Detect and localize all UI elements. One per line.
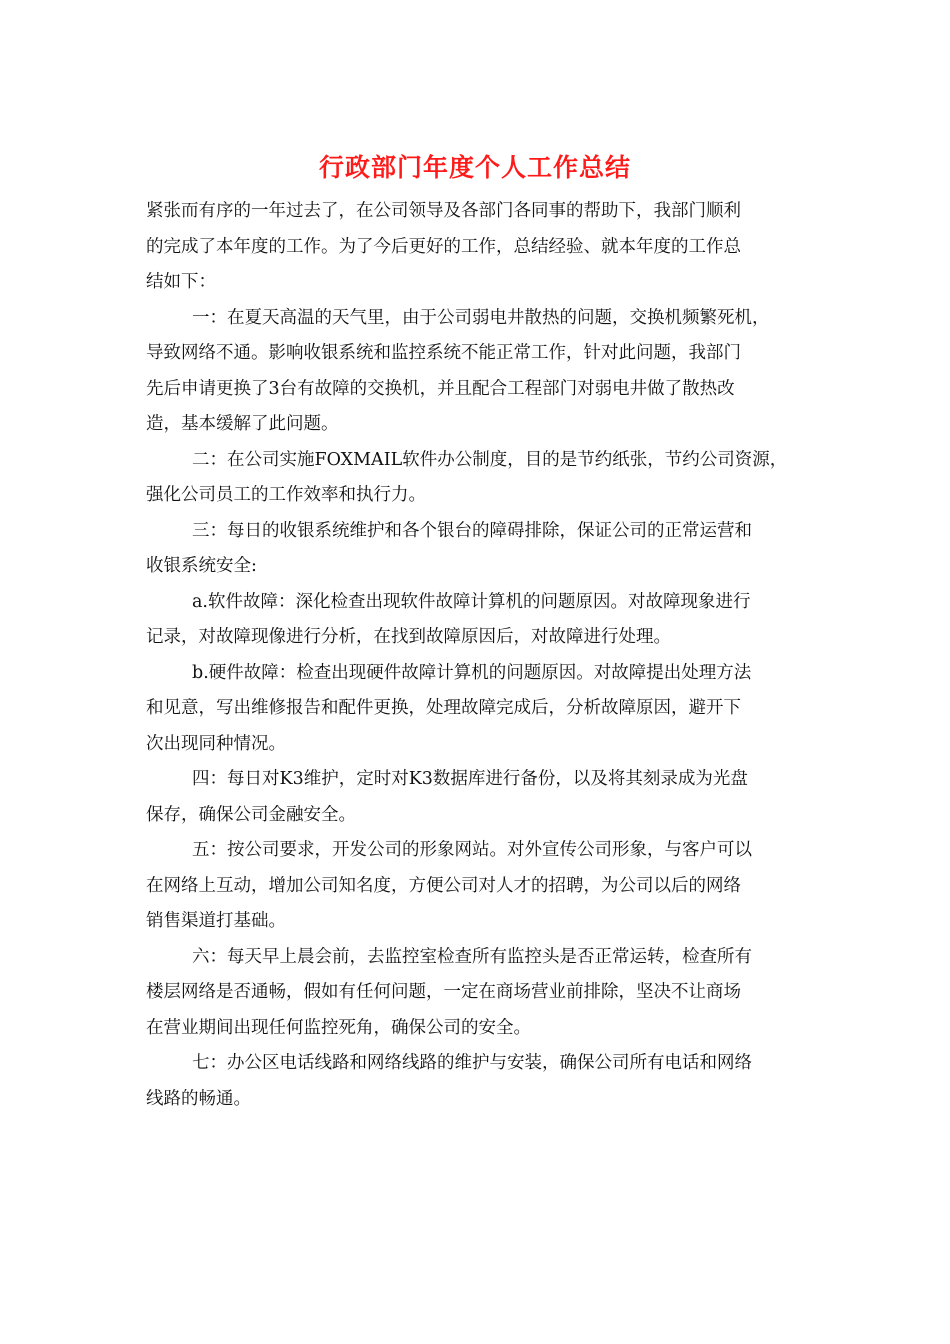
body-text-line: 六：每天早上晨会前，去监控室检查所有监控头是否正常运转，检查所有 bbox=[192, 946, 752, 967]
body-text-line: 收银系统安全: bbox=[146, 556, 257, 576]
document-title: 行政部门年度个人工作总结 bbox=[318, 153, 631, 182]
body-text-line: 七：办公区电话线路和网络线路的维护与安装，确保公司所有电话和网络 bbox=[192, 1053, 752, 1073]
body-text-line: 五：按公司要求，开发公司的形象网站。对外宣传公司形象，与客户可以 bbox=[192, 840, 752, 860]
body-text-line: 导致网络不通。影响收银系统和监控系统不能正常工作，针对此问题，我部门 bbox=[146, 343, 741, 363]
body-text-line: 次出现同种情况。 bbox=[146, 733, 286, 754]
body-text-line: 紧张而有序的一年过去了，在公司领导及各部门各同事的帮助下，我部门顺利 bbox=[146, 201, 741, 221]
body-text-line: 四：每日对K3维护，定时对K3数据库进行备份，以及将其刻录成为光盘 bbox=[192, 769, 748, 789]
body-text-line: b.硬件故障：检查出现硬件故障计算机的问题原因。对故障提出处理方法 bbox=[192, 662, 752, 683]
body-text-line: 在营业期间出现任何监控死角，确保公司的安全。 bbox=[146, 1017, 531, 1038]
document-body bbox=[146, 194, 818, 1117]
body-text-line: 在网络上互动，增加公司知名度，方便公司对人才的招聘，为公司以后的网络 bbox=[146, 875, 741, 896]
body-text-line: 二：在公司实施FOXMAIL软件办公制度，目的是节约纸张，节约公司资源， bbox=[192, 449, 788, 470]
body-text-line: 三：每日的收银系统维护和各个银台的障碍排除，保证公司的正常运营和 bbox=[192, 520, 752, 541]
body-text-line: 记录，对故障现像进行分析，在找到故障原因后，对故障进行处理。 bbox=[146, 627, 671, 647]
body-text-line: 造，基本缓解了此问题。 bbox=[146, 414, 339, 434]
body-text-line: 和见意，写出维修报告和配件更换，处理故障完成后，分析故障原因，避开下 bbox=[146, 698, 741, 718]
body-text-line: 先后申请更换了3台有故障的交换机，并且配合工程部门对弱电井做了散热改 bbox=[146, 378, 735, 399]
body-text-line: 结如下： bbox=[146, 272, 216, 292]
body-text-line: a.软件故障：深化检查出现软件故障计算机的问题原因。对故障现象进行 bbox=[192, 591, 751, 612]
body-text-line: 一：在夏天高温的天气里，由于公司弱电井散热的问题，交换机频繁死机， bbox=[192, 307, 770, 328]
body-text-line: 保存，确保公司金融安全。 bbox=[146, 804, 356, 825]
body-text-line: 线路的畅通。 bbox=[146, 1088, 251, 1109]
body-text-line: 销售渠道打基础。 bbox=[146, 911, 286, 931]
body-text-line: 的完成了本年度的工作。为了今后更好的工作，总结经验、就本年度的工作总 bbox=[146, 236, 741, 257]
body-text-line: 楼层网络是否通畅，假如有任何问题，一定在商场营业前排除，坚决不让商场 bbox=[146, 982, 741, 1002]
body-text-line: 强化公司员工的工作效率和执行力。 bbox=[146, 485, 426, 505]
